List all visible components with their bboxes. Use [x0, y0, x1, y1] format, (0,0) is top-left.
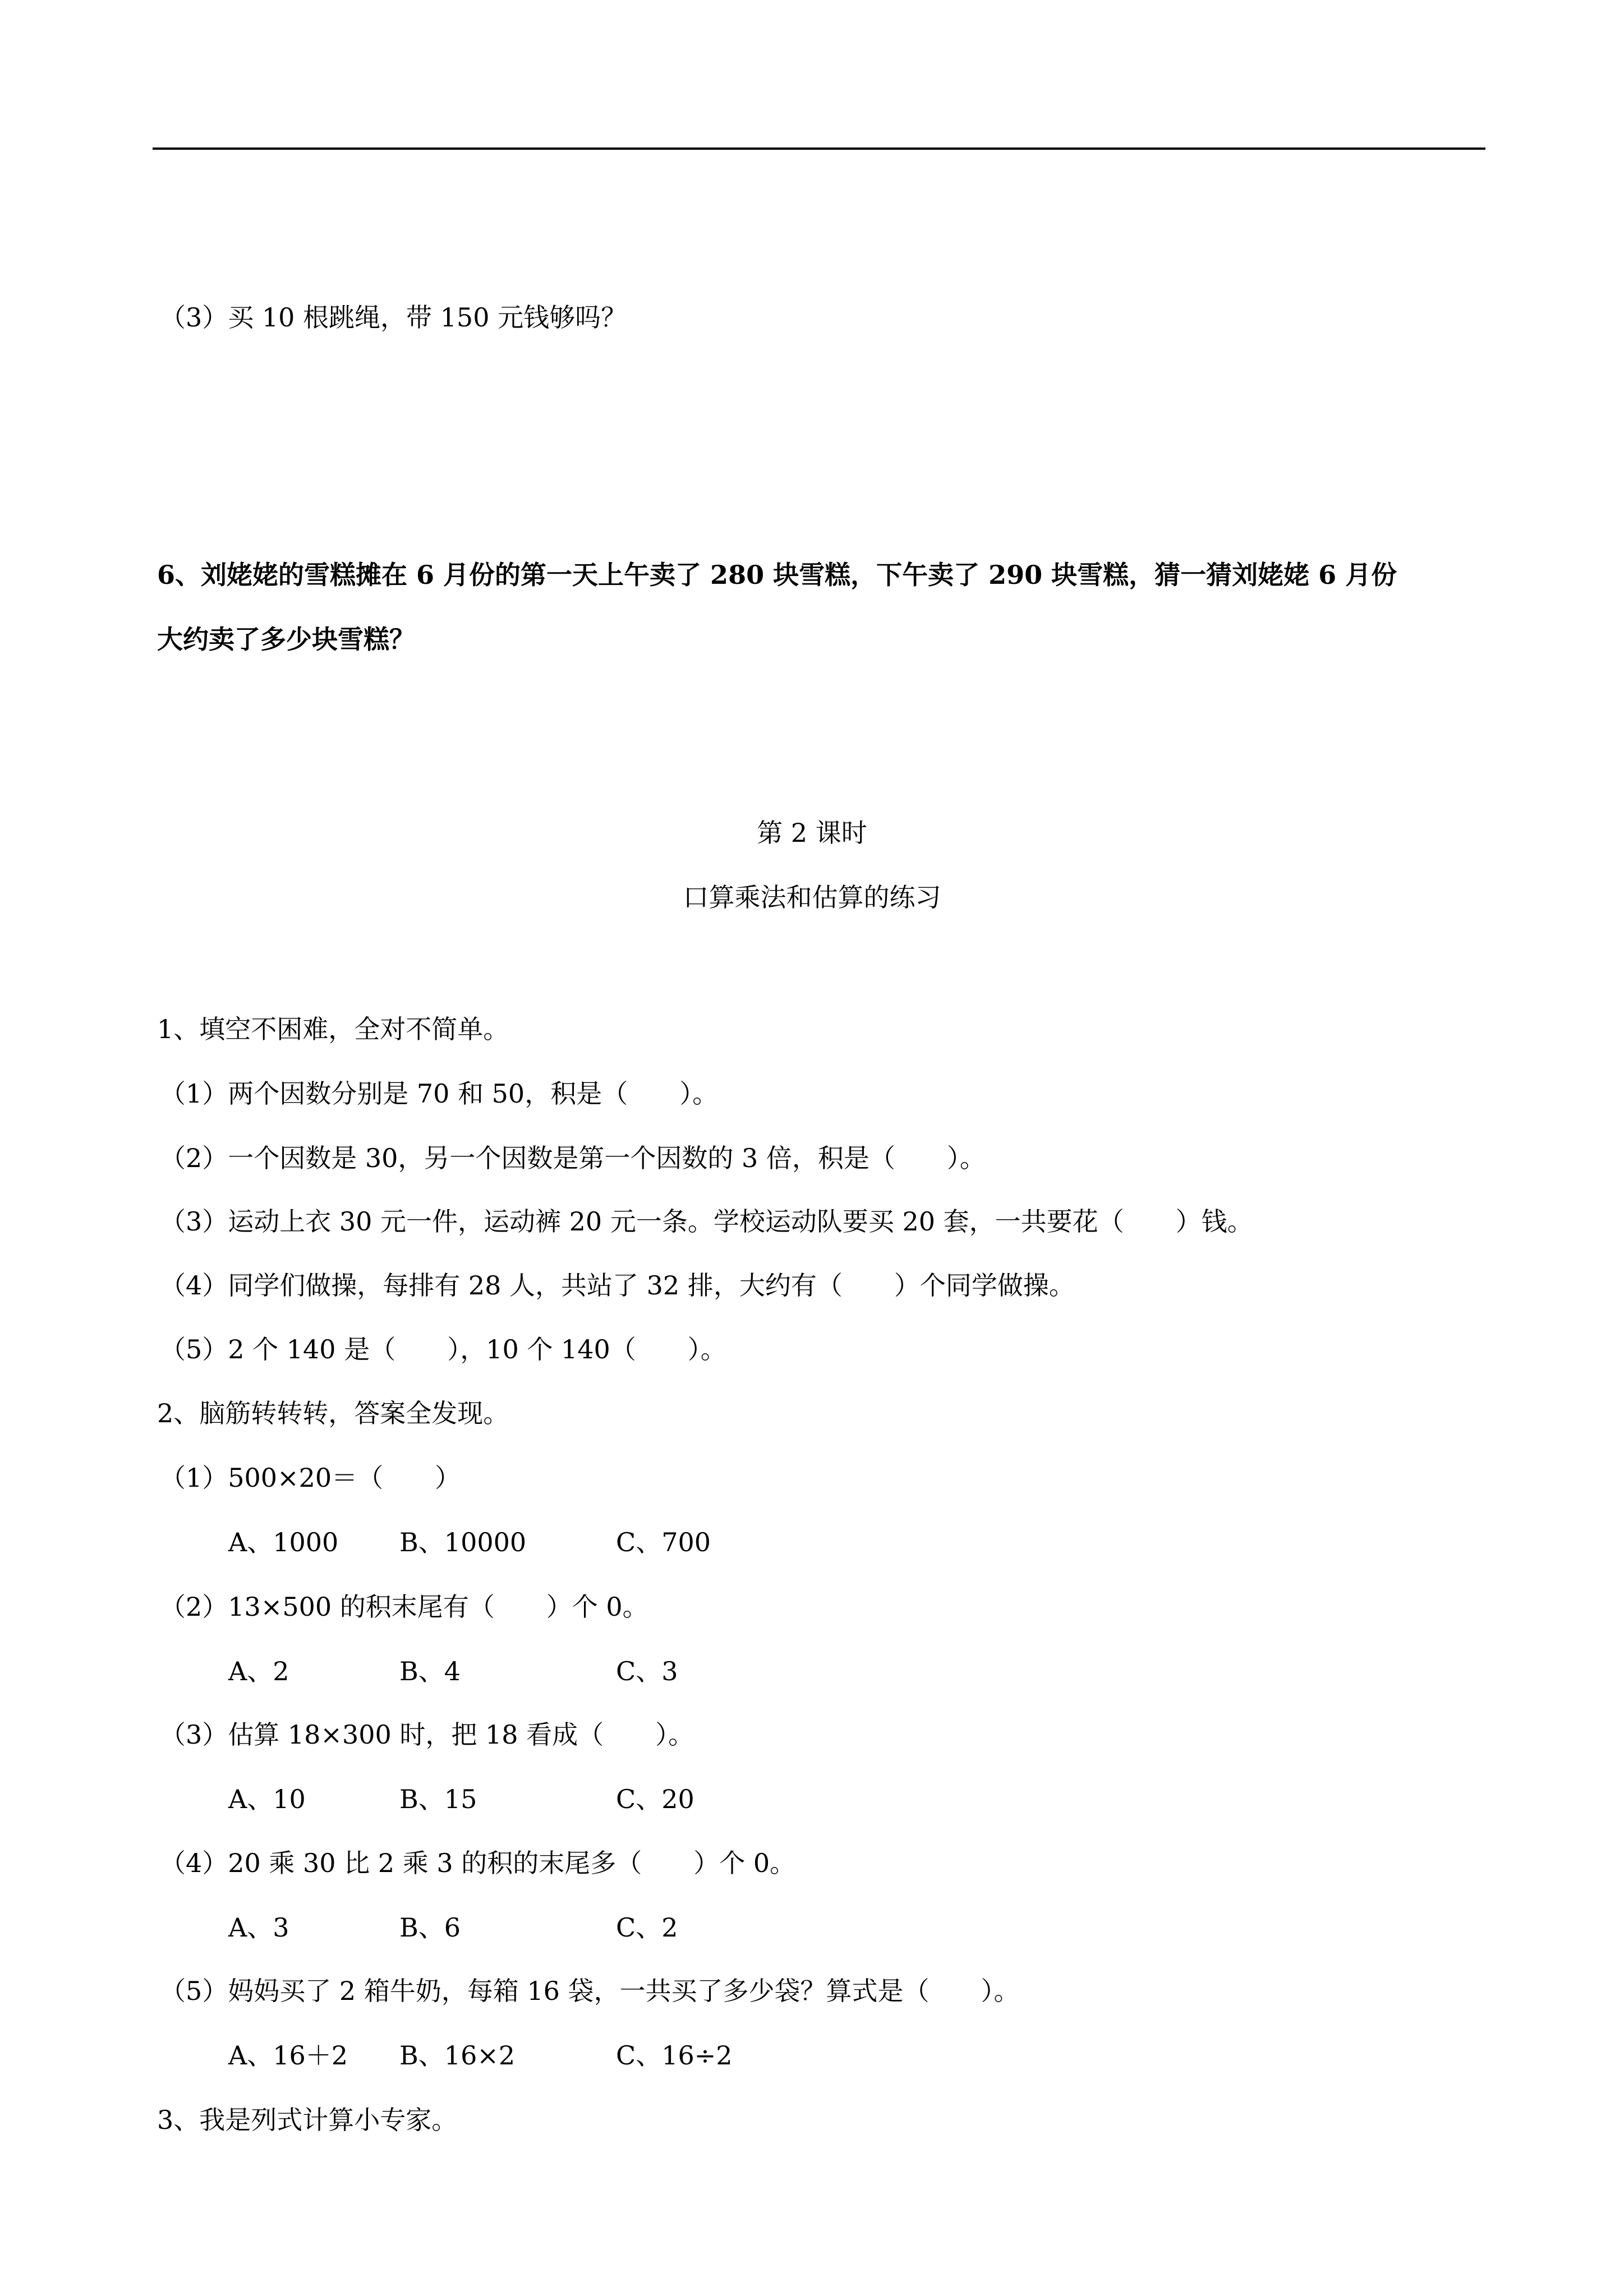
option-c: C、16÷2	[616, 2040, 733, 2071]
option-b: B、15	[399, 1784, 477, 1814]
option-b: B、10000	[399, 1527, 527, 1557]
section-2-question: （4）20 乘 30 比 2 乘 3 的积的末尾多（ ）个 0。	[160, 1848, 796, 1878]
question-5-part-3: （3）买 10 根跳绳，带 150 元钱够吗？	[160, 302, 627, 333]
section-1-item: （2）一个因数是 30，另一个因数是第一个因数的 3 倍，积是（ ）。	[160, 1143, 986, 1173]
option-a: A、16＋2	[228, 2040, 348, 2071]
option-c: C、20	[616, 1784, 694, 1814]
option-c: C、700	[616, 1527, 711, 1557]
section-3-heading: 3、我是列式计算小专家。	[157, 2105, 458, 2135]
section-2-question: （5）妈妈买了 2 箱牛奶，每箱 16 袋，一共买了多少袋？算式是（ ）。	[160, 1976, 1020, 2006]
option-a: A、3	[228, 1912, 289, 1943]
lesson-number: 第 2 课时	[757, 818, 867, 848]
option-a: A、10	[228, 1784, 306, 1814]
lesson-title: 口算乘法和估算的练习	[683, 882, 941, 912]
option-b: B、6	[399, 1912, 461, 1943]
header-rule	[153, 147, 1485, 150]
option-c: C、2	[616, 1912, 678, 1943]
option-c: C、3	[616, 1656, 678, 1686]
section-1-item: （5）2 个 140 是（ ），10 个 140（ ）。	[160, 1334, 726, 1364]
section-2-question: （1）500×20＝（ ）	[160, 1463, 461, 1493]
section-1-item: （1）两个因数分别是 70 和 50，积是（ ）。	[160, 1078, 719, 1109]
question-6-line-1: 6、刘姥姥的雪糕摊在 6 月份的第一天上午卖了 280 块雪糕，下午卖了 290 块雪糕，猜一猜刘姥姥 6 月份	[157, 560, 1397, 590]
section-2-question: （3）估算 18×300 时，把 18 看成（ ）。	[160, 1719, 694, 1750]
option-a: A、1000	[228, 1527, 339, 1557]
section-1-item: （4）同学们做操，每排有 28 人，共站了 32 排，大约有（ ）个同学做操。	[160, 1270, 1075, 1301]
section-1-heading: 1、填空不困难，全对不简单。	[157, 1014, 509, 1044]
section-1-item: （3）运动上衣 30 元一件，运动裤 20 元一条。学校运动队要买 20 套，一共要花（ ）钱。	[160, 1206, 1253, 1237]
option-a: A、2	[228, 1656, 289, 1686]
section-2-heading: 2、脑筋转转转，答案全发现。	[157, 1398, 509, 1428]
question-6-line-2: 大约卖了多少块雪糕？	[157, 624, 415, 654]
option-b: B、16×2	[399, 2040, 516, 2071]
option-b: B、4	[399, 1656, 461, 1686]
section-2-question: （2）13×500 的积末尾有（ ）个 0。	[160, 1592, 648, 1622]
